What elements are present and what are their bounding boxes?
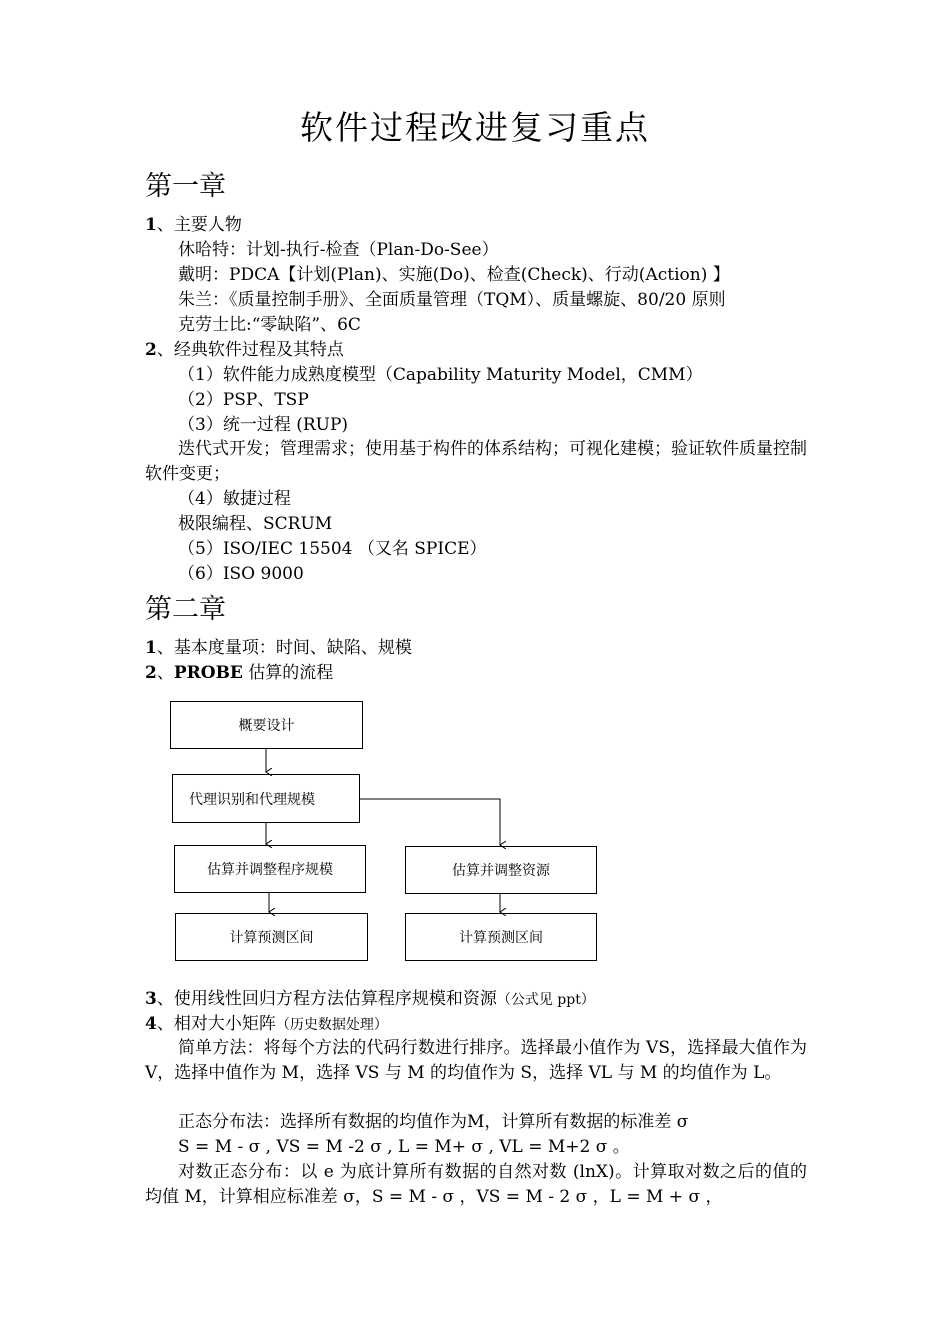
normal-distribution-line-2: S = M - σ , VS = M -2 σ , L = M+ σ , VL = M+2 σ 。 — [178, 1137, 630, 1157]
ch2-s1-number: 1 — [145, 638, 157, 658]
flow-box-estimate-size: 估算并调整程序规模 — [174, 845, 366, 893]
process-item-iso9000: （6）ISO 9000 — [178, 564, 304, 584]
page-title: 软件过程改进复习重点 — [300, 108, 650, 147]
person-juran: 朱兰：《质量控制手册》、全面质量管理（TQM）、质量螺旋、80/20 原则 — [178, 290, 726, 310]
flow-box-prediction-interval-size: 计算预测区间 — [175, 913, 368, 961]
person-crosby: 克劳士比:“零缺陷”、6C — [178, 315, 361, 335]
flow-box-prediction-interval-resources: 计算预测区间 — [405, 913, 597, 961]
process-item-rup: （3）统一过程 (RUP) — [178, 415, 349, 435]
ch2-s1-text: 、基本度量项：时间、缺陷、规模 — [156, 638, 412, 658]
ch2-s2-number: 2 — [145, 663, 157, 683]
chapter-2-heading: 第二章 — [145, 594, 226, 625]
ch2-s4-text: 、相对大小矩阵 — [156, 1014, 276, 1034]
ch2-s3-note: （公式见 ppt） — [496, 992, 595, 1008]
process-item-agile: （4）敏捷过程 — [178, 489, 291, 509]
flow-box-overview-design: 概要设计 — [170, 701, 363, 749]
ch1-s1-text: 、主要人物 — [156, 215, 242, 235]
person-shewhart: 休哈特：计划-执行-检查（Plan-Do-See） — [178, 240, 499, 260]
arrow-box2-to-box4 — [360, 799, 500, 845]
ch2-section-2: 2、PROBE 估算的流程 — [145, 663, 334, 683]
simple-method-paragraph: 简单方法：将每个方法的代码行数进行排序。选择最小值作为 VS，选择最大值作为 V，选择中值作为 M，选择 VS 与 M 的均值作为 S，选择 VL 与 M 的均值作为 L。 — [145, 1038, 807, 1083]
ch1-s1-number: 1 — [145, 215, 157, 235]
ch2-s3-text: 、使用线性回归方程方法估算程序规模和资源 — [156, 989, 497, 1009]
person-deming: 戴明：PDCA【计划(Plan)、实施(Do)、检查(Check)、行动(Action) 】 — [178, 265, 730, 285]
ch1-s2-text: 、经典软件过程及其特点 — [156, 340, 344, 360]
process-item-psp-tsp: （2）PSP、TSP — [178, 390, 309, 410]
process-item-iso15504: （5）ISO/IEC 15504 （又名 SPICE） — [178, 539, 487, 559]
ch2-s2-text: 估算的流程 — [242, 663, 334, 683]
ch1-s2-number: 2 — [145, 340, 157, 360]
normal-distribution-line-1: 正态分布法：选择所有数据的均值作为M，计算所有数据的标准差 σ — [178, 1112, 689, 1132]
ch2-s3-number: 3 — [145, 989, 157, 1009]
ch2-section-4 — [145, 1014, 388, 1035]
flow-box-estimate-resources: 估算并调整资源 — [405, 846, 597, 894]
process-item-cmm: （1）软件能力成熟度模型（Capability Maturity Model，CMM） — [178, 365, 703, 385]
flow-box-proxy-identification: 代理识别和代理规模 — [172, 774, 360, 823]
chapter-1-heading: 第一章 — [145, 171, 226, 202]
ch2-s4-number: 4 — [145, 1014, 157, 1034]
ch2-s2-bold: PROBE — [173, 663, 243, 683]
rup-description: 迭代式开发；管理需求；使用基于构件的体系结构；可视化建模；验证软件质量控制软件变更； — [145, 439, 807, 484]
ch2-s4-note: （历史数据处理） — [275, 1017, 388, 1033]
ch2-section-3 — [145, 989, 595, 1010]
agile-description: 极限编程、SCRUM — [178, 514, 333, 534]
lognormal-paragraph: 对数正态分布：以 e 为底计算所有数据的自然对数 (lnX)。计算取对数之后的值的均值 M，计算相应标准差 σ，S = M - σ ，VS = M - 2 σ ，L = M + σ ， — [145, 1162, 807, 1207]
